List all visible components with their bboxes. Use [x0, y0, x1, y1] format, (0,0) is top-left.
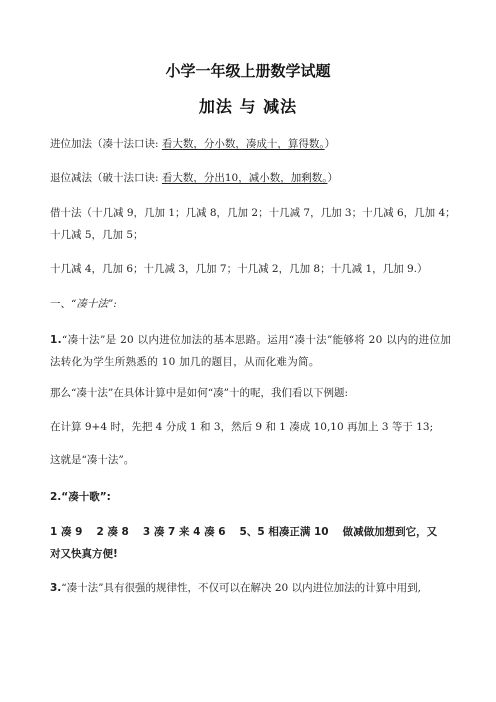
paragraph-2: 那么“凑十法”在具体计算中是如何“凑”十的呢，我们看以下例题: [50, 387, 349, 399]
song-item-4: 5、5 相凑正满 10 [239, 526, 329, 538]
song-item-5: 做减做加想到它，又 [342, 526, 438, 538]
jieshi-line-3: 十几减 4，几加 6；十几减 3，几加 7；十几减 2，几加 8；十几减 1，几加 9.） [50, 263, 428, 275]
section-2-heading: 2.“凑十歌”: [50, 491, 111, 503]
song-item-2: 2 凑 8 [96, 526, 129, 538]
paragraph-5-text: “凑十法”具有很强的规律性，不仅可以在解决 20 以内进位加法的计算中用到, [61, 582, 421, 594]
paragraph-3: 在计算 9+4 时，先把 4 分成 1 和 3，然后 9 和 1 凑成 10,10 再加上 3 等于 13; [50, 421, 434, 433]
paragraph-1-number: 1. [50, 334, 62, 346]
song-line-1 [50, 524, 460, 540]
paragraph-4: 这就是“凑十法”。 [50, 454, 135, 466]
tuiwei-suffix: ） [327, 172, 338, 184]
section-1-heading [50, 296, 460, 312]
song-line-2: 对又快真方便! [50, 548, 118, 560]
jieshi-line-1: 借十法（十几减 9，几加 1；几减 8，几加 2；十几减 7，几加 3；十几减 6，几加 4； [50, 207, 456, 219]
paragraph-1 [50, 329, 460, 373]
tuiwei-rule-line [50, 170, 460, 186]
paragraph-1-text: “凑十法”是 20 以内进位加法的基本思路。运用“凑十法”能够将 20 以内的进位加法转化为学生所熟悉的 10 加几的题目，从而化难为简。 [50, 334, 452, 368]
jinwei-suffix: ） [324, 138, 336, 150]
jinwei-rule: 看大数，分小数，凑成十，算得数。 [161, 138, 325, 150]
page-subtitle: 加法 与 减法 [198, 97, 298, 116]
tuiwei-prefix: 退位减法（破十法口诀: [50, 172, 162, 184]
page-title: 小学一年级上册数学试题 [165, 62, 331, 80]
song-item-1: 1 凑 9 [50, 526, 83, 538]
jinwei-rule-line [50, 136, 460, 152]
jinwei-prefix: 进位加法（凑十法口诀: [50, 138, 162, 150]
section-1-prefix: 一、 [50, 298, 71, 310]
jieshi-line-2: 十几减 5，几加 5； [50, 229, 144, 241]
paragraph-5-number: 3. [50, 582, 62, 594]
section-1-title: “凑十法”: [71, 298, 117, 310]
song-item-3: 3 凑 7 来 4 凑 6 [142, 526, 226, 538]
tuiwei-rule: 看大数，分出10，减小数，加剩数。 [161, 172, 328, 184]
paragraph-5 [50, 580, 460, 596]
